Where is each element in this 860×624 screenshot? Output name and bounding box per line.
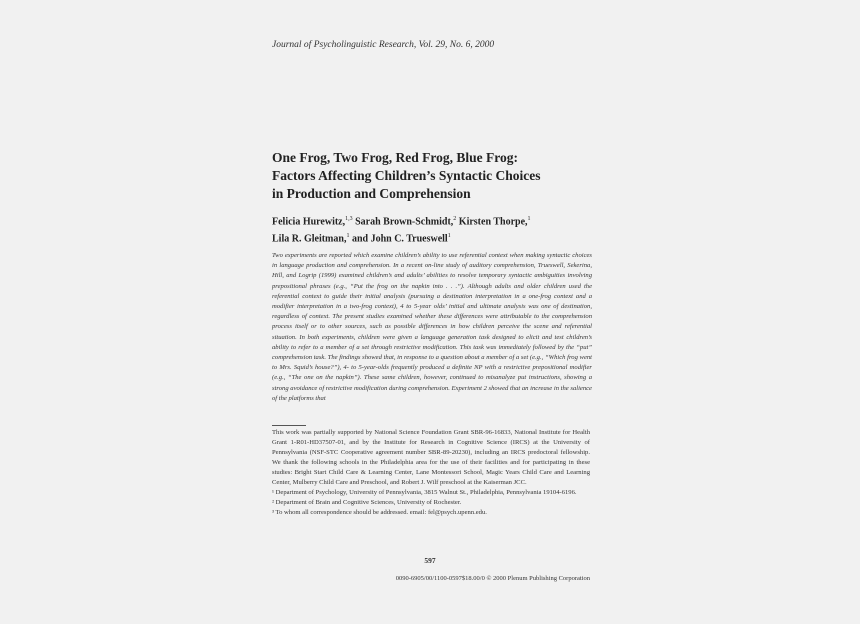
abstract: Two experiments are reported which examine children’s ability to use referential context when making syntactic choices in language production and comprehension. In a recent on-line study of auditory comprehension, Trueswell, Sekerina, Hill, and Logrip (1999) examined children’s and adults’ abilities to resolve temporary syntactic ambiguities involving prepositional phrases (e.g., “Put the frog on the napkin into . . .”). Although adults and older children used the referential context to guide their initial analysis (pursuing a destination interpretation in a one-frog context and a modifier interpretation in a two-frog context), 4 to 5-year olds’ initial and ultimate analysis was one of destination, regardless of context. The present studies examined whether these differences were attributable to the comprehension process itself or to other sources, such as possible differences in how children perceive the scene and referential situation. In both experiments, children were given a language generation task designed to elicit and test children’s ability to refer to a member of a set through restrictive modification. This task was immediately followed by the “put” comprehension task. The findings showed that, in response to a question about a member of a set (e.g., “Which frog went to Mrs. Squid’s house?”), 4- to 5-year-olds frequently produced a definite NP with a restrictive prepositional modifier (e.g., “The one on the napkin”). These same children, however, continued to misanalyze put instructions, showing a strong avoidance of restrictive modification during comprehension. Experiment 2 showed that an increase in the salience of the platforms that	[272, 252, 592, 402]
journal-header: Journal of Psycholinguistic Research, Vol. 29, No. 6, 2000	[272, 40, 495, 50]
author-name: Lila R. Gleitman,	[272, 233, 347, 245]
author-name: Felicia Hurewitz,	[272, 216, 346, 228]
author-affiliation-mark: 1	[527, 216, 531, 222]
author-name: Kirsten Thorpe,	[456, 216, 528, 228]
title-line: One Frog, Two Frog, Red Frog, Blue Frog:	[272, 150, 518, 165]
footnote-divider	[272, 425, 306, 426]
author-name: Sarah Brown-Schmidt,	[352, 216, 454, 228]
footnote-2: ² Department of Brain and Cognitive Sciences, University of Rochester.	[272, 499, 462, 506]
title-line: in Production and Comprehension	[272, 186, 471, 201]
copyright-line: 0090-6905/00/1100-0597$18.00/0 © 2000 Plenum Publishing Corporation	[395, 575, 590, 582]
footnote-3: ³ To whom all correspondence should be addressed. email: fel@psych.upenn.edu.	[272, 509, 487, 516]
paper-title	[272, 149, 592, 203]
author-list	[272, 212, 592, 247]
author-affiliation-mark: 1,3	[345, 216, 353, 222]
author-line	[272, 229, 592, 246]
author-line	[272, 212, 592, 229]
footnotes	[272, 428, 590, 518]
footnote-1: ¹ Department of Psychology, University of Pennsylvania, 3815 Walnut St., Philadelphia, Pennsylvania 19104-6196.	[272, 489, 577, 496]
author-name: and John C. Trueswell	[349, 233, 448, 245]
author-affiliation-mark: 2	[453, 216, 457, 222]
author-affiliation-mark: 1	[346, 233, 350, 240]
author-affiliation-mark: 1	[447, 233, 451, 240]
title-line: Factors Affecting Children’s Syntactic Choices	[272, 168, 541, 183]
page-number: 597	[424, 556, 436, 565]
funding-footnote: This work was partially supported by National Science Foundation Grant SBR-96-16833, National Institute for Health Grant 1-R01-HD37507-01, and by the Institute for Research in Cognitive Science (IRCS) at the University of Pennsylvania (NSF-STC Cooperative agreement number SBR-89-20230), including an IRCS predoctoral fellowship. We thank the following schools in the Philadelphia area for the use of their facilities and for participating in these studies: Bright Start Child Care & Learning Center, Lane Montessori School, Magic Years Child Care and Learning Center, Mulberry Child Care and Preschool, and Robert J. Wilf preschool at the Kaiserman JCC.	[272, 429, 590, 486]
